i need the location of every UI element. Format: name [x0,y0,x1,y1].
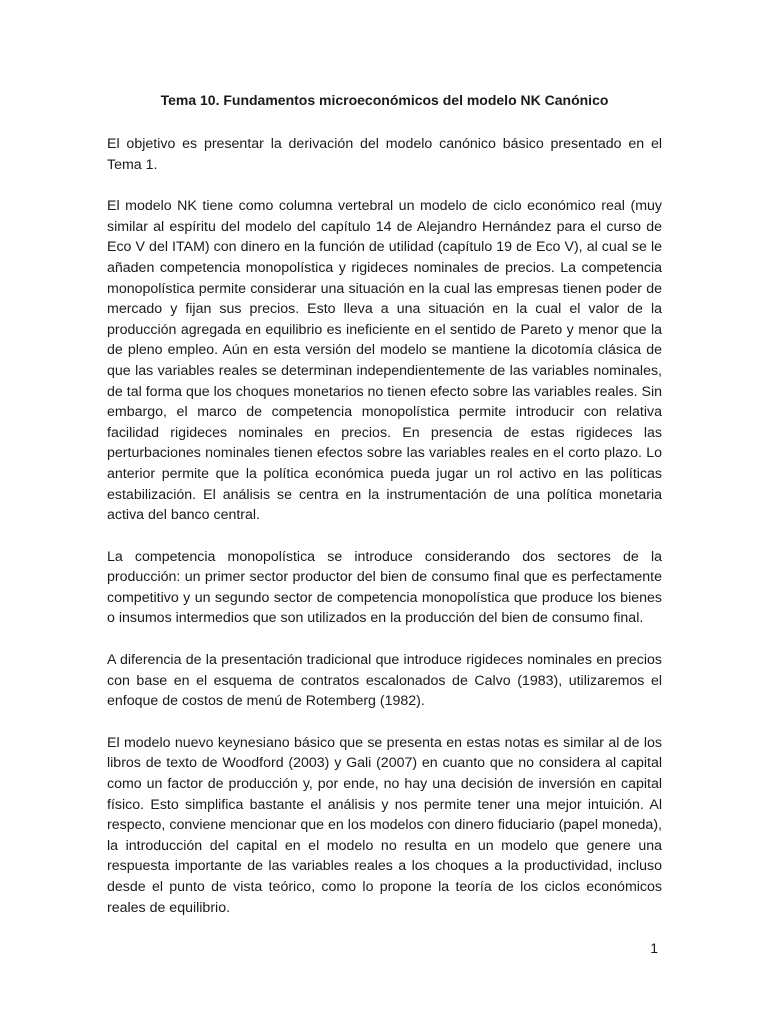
page-number: 1 [650,940,658,956]
paragraph-basic-new-keynesian: El modelo nuevo keynesiano básico que se presenta en estas notas es similar al de los libros de texto de Woodford (2003) y Gali (2007) en cuanto que no considera al capital como un factor de producción y, por ende, no hay una decisión de inversión en capital físico. Esto simplifica bastante el análisis y nos permite tener una mejor intuición. Al respecto, conviene mencionar que en los modelos con dinero fiduciario (papel moneda), la introducción del capital en el modelo no resulta en un modelo que genere una respuesta importante de las variables reales a los choques a la productividad, incluso desde el punto de vista teórico, como lo propone la teoría de los ciclos económicos reales de equilibrio. [107,734,662,916]
paragraph-rotemberg: A diferencia de la presentación tradicional que introduce rigideces nominales en precios con base en el esquema de contratos escalonados de Calvo (1983), utilizaremos el enfoque de costos de menú de Rotemberg (1982). [107,652,662,710]
document-title: Tema 10. Fundamentos microeconómicos del modelo NK Canónico [160,92,609,108]
paragraph-nk-model: El modelo NK tiene como columna vertebral un modelo de ciclo económico real (muy similar al espíritu del modelo del capítulo 14 de Alejandro Hernández para el curso de Eco V del ITAM) con dinero en la función de utilidad (capítulo 19 de Eco V), al cual se le añaden competencia monopolística y rigideces nominales de precios. La competencia monopolística permite considerar una situación en la cual las empresas tienen poder de mercado y fijan sus precios. Esto lleva a una situación en la cual el valor de la producción agregada en equilibrio es ineficiente en el sentido de Pareto y menor que la de pleno empleo. Aún en esta versión del modelo se mantiene la dicotomía clásica de que las variables reales se determinan independientemente de las variables nominales, de tal forma que los choques monetarios no tienen efecto sobre las variables reales. Sin embargo, el marco de competencia monopolística permite introducir con relativa facilidad rigideces nominales en precios. En presencia de estas rigideces las perturbaciones nominales tienen efectos sobre las variables reales en el corto plazo. Lo anterior permite que la política económica pueda jugar un rol activo en las políticas estabilización. El análisis se centra en la instrumentación de una política monetaria activa del banco central. [107,198,662,524]
paragraph-monopolistic-competition: La competencia monopolística se introduce considerando dos sectores de la producción: un primer sector productor del bien de consumo final que es perfectamente competitivo y un segundo sector de competencia monopolística que produce los bienes o insumos intermedios que son utilizados en la producción del bien de consumo final. [107,548,662,627]
paragraph-objective: El objetivo es presentar la derivación del modelo canónico básico presentado en el Tema 1. [107,136,662,173]
document-page [107,90,662,939]
